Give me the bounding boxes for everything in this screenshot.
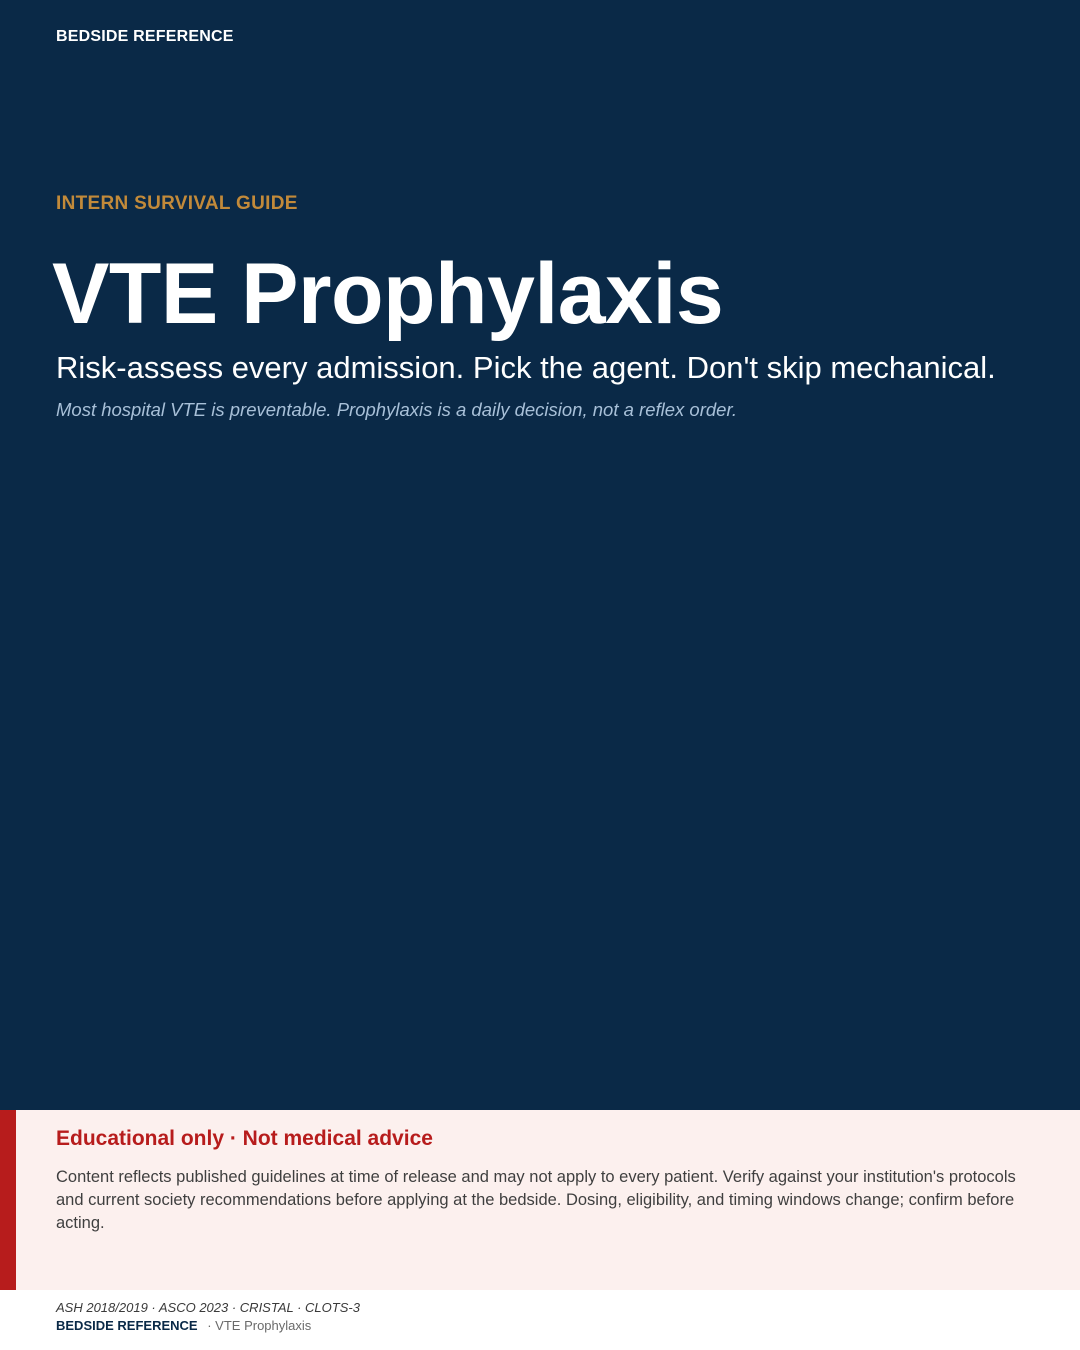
page-title: VTE Prophylaxis <box>52 246 724 342</box>
disclaimer-accent-bar <box>0 1110 16 1290</box>
footer-brand: BEDSIDE REFERENCE <box>56 1318 198 1333</box>
disclaimer-heading: Educational only · Not medical advice <box>56 1127 433 1150</box>
eyebrow-label: INTERN SURVIVAL GUIDE <box>56 193 298 214</box>
footer-line <box>56 1318 311 1334</box>
footer-page-name: VTE Prophylaxis <box>215 1318 312 1333</box>
footer-separator: · <box>207 1318 212 1333</box>
footer-sources: ASH 2018/2019 · ASCO 2023 · CRISTAL · CLOTS-3 <box>56 1300 360 1315</box>
disclaimer-body: Content reflects published guidelines at time of release and may not apply to every patient. Verify against your institution's protocols and current society recommendations before applying at the bedside. Dosing, eligibility, and timing windows change; confirm before acting. <box>56 1168 1016 1232</box>
lede-text: Most hospital VTE is preventable. Prophylaxis is a daily decision, not a reflex order. <box>56 399 738 420</box>
brand-label: BEDSIDE REFERENCE <box>56 28 234 45</box>
disclaimer-box <box>0 1110 1080 1290</box>
page-subtitle: Risk-assess every admission. Pick the agent. Don't skip mechanical. <box>56 350 996 385</box>
